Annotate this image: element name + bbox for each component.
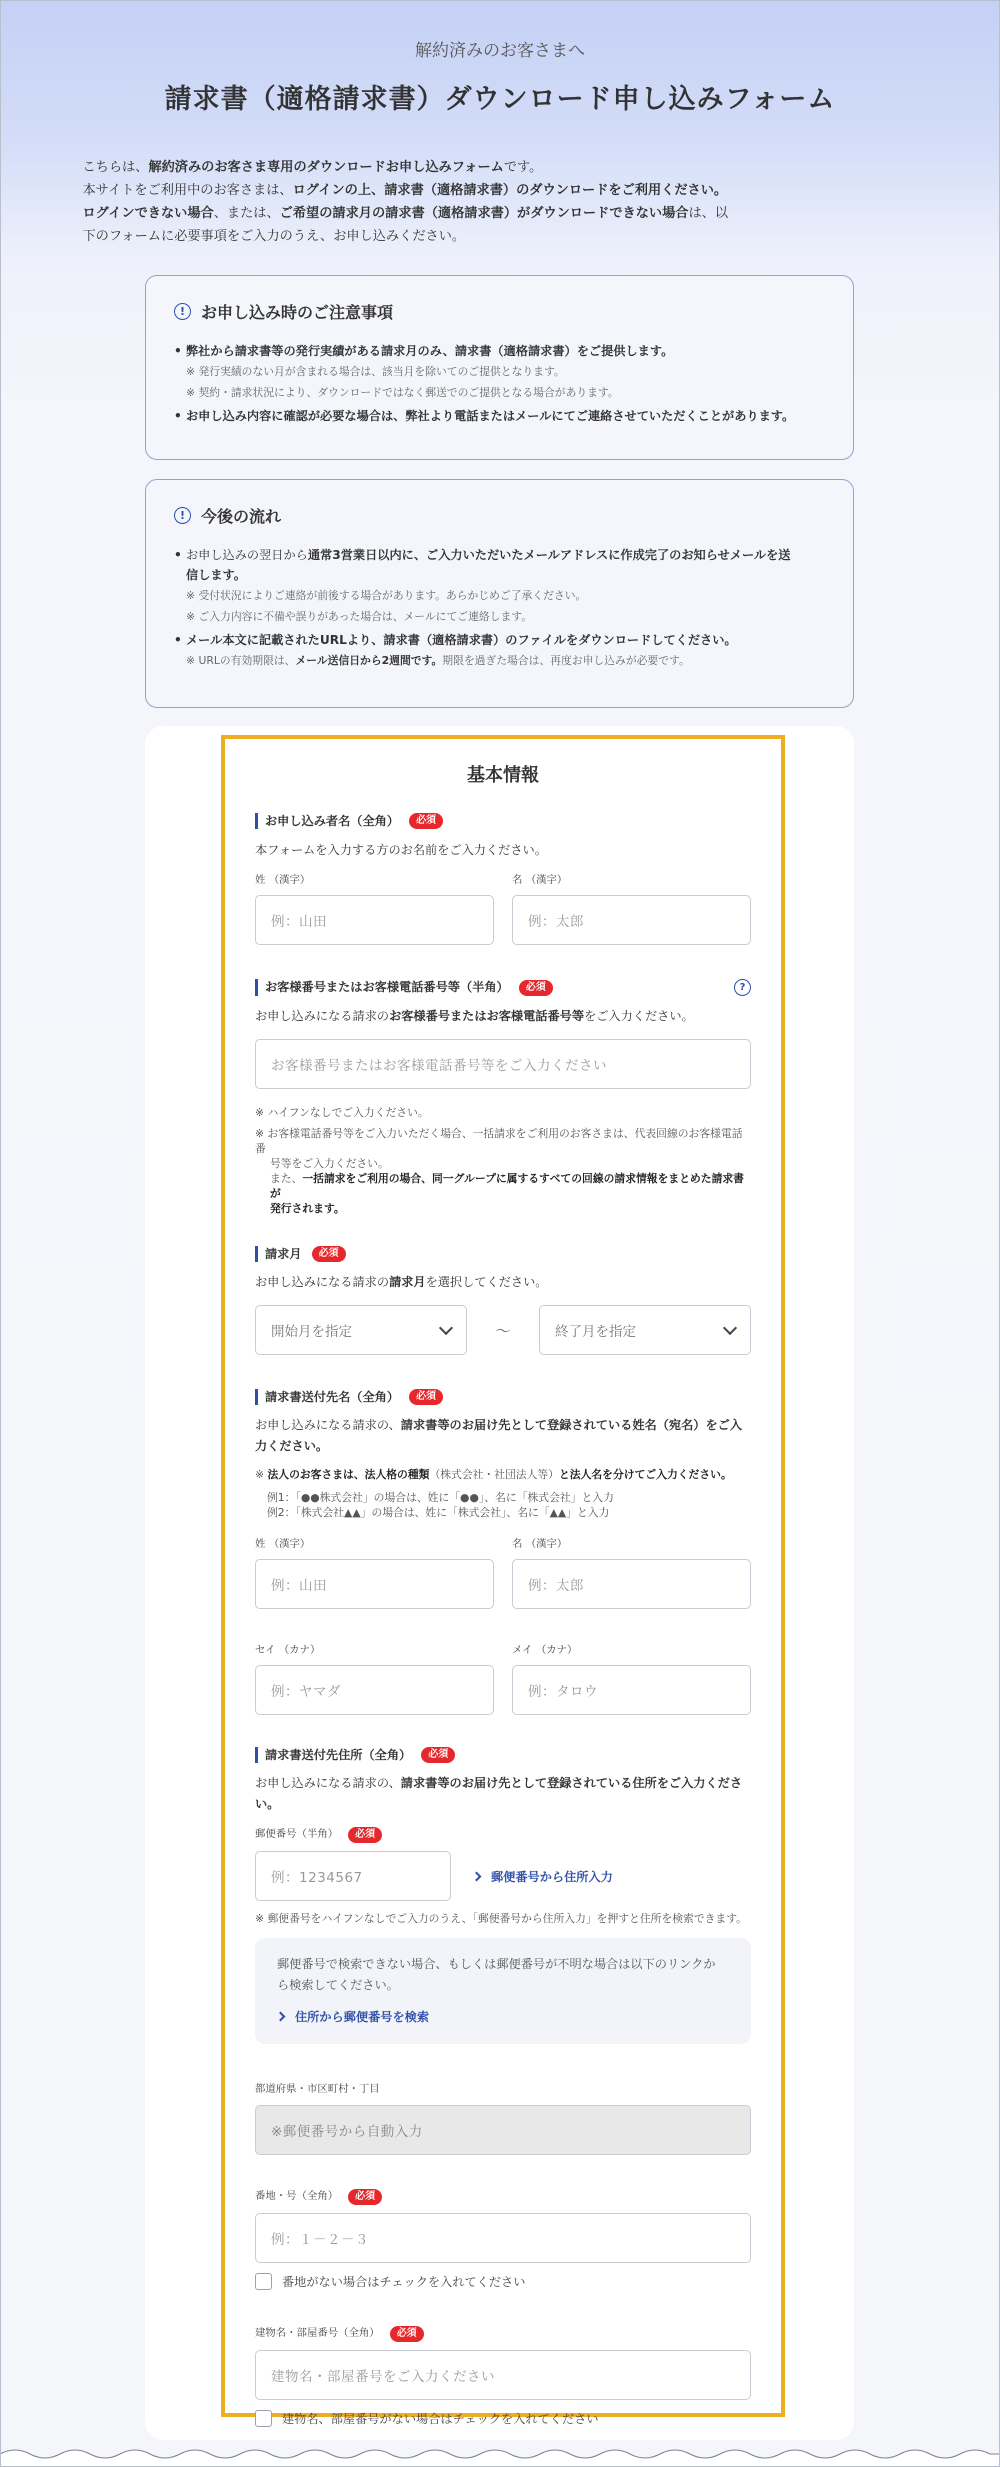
billing-month-label: 請求月 必須 xyxy=(255,1246,751,1262)
notice-precautions xyxy=(145,275,854,460)
notice-bullet: • お申し込みの翌日から通常3営業日以内に、ご入力いただいたメールアドレスに作成完了のお知らせメールを送 信します。 xyxy=(174,545,825,585)
required-badge: 必須 xyxy=(409,1389,443,1405)
range-separator: 〜 xyxy=(495,1321,511,1340)
corporate-note: ※ 法人のお客さまは、法人格の種類（株式会社・社団法人等）と法人名を分けてご入力ください。 xyxy=(255,1468,732,1481)
applicant-mei-input[interactable]: 例：太郎 xyxy=(512,895,751,945)
basic-info-form xyxy=(221,735,785,2426)
mei-kana-label: メイ （カナ） xyxy=(512,1644,578,1656)
sei-kana-label: セイ （カナ） xyxy=(255,1644,321,1656)
bottom-wave-divider xyxy=(0,2440,1000,2467)
notice-note: ※ 契約・請求状況により、ダウンロードではなく郵送でのご提供となる場合があります。 xyxy=(186,386,619,399)
customer-number-input[interactable]: お客様番号またはお客様電話番号等をご入力ください xyxy=(255,1039,751,1089)
sei-label: 姓 （漢字） xyxy=(255,1538,311,1550)
building-input[interactable]: 建物名・部屋番号をご入力ください xyxy=(255,2350,751,2400)
dest-sei-input[interactable]: 例：山田 xyxy=(255,1559,494,1609)
destination-name-label: 請求書送付先名（全角） 必須 xyxy=(255,1389,751,1405)
chevron-down-icon xyxy=(439,1320,453,1334)
required-badge: 必須 xyxy=(421,1747,455,1763)
page-eyebrow: 解約済みのお客さまへ xyxy=(415,41,585,61)
notice-note: ※ URLの有効期限は、メール送信日から2週間です。期限を過ぎた場合は、再度お申し込みが必要です。 xyxy=(186,654,690,667)
applicant-sei-input[interactable]: 例：山田 xyxy=(255,895,494,945)
address-to-zip-link[interactable]: 住所から郵便番号を検索 xyxy=(277,2008,729,2025)
notice-title: 今後の流れ xyxy=(201,507,282,526)
customer-number-help: お申し込みになる請求のお客様番号またはお客様電話番号等をご入力ください。 xyxy=(255,1009,694,1023)
start-month-select[interactable]: 開始月を指定 xyxy=(255,1305,467,1355)
notice-note: ※ 受付状況によりご連絡が前後する場合があります。あらかじめご了承ください。 xyxy=(186,589,587,602)
customer-number-note: ※ お客様電話番号等をご入力いただく場合、一括請求をご利用のお客さまは、代表回線のお客様電話番 号等をご入力ください。 また、一括請求をご利用の場合、同一グループに属するすべての回線の請求情報をまとめた請求書が 発行されます。 xyxy=(255,1127,744,1215)
required-badge: 必須 xyxy=(312,1246,346,1262)
mei-label: 名 （漢字） xyxy=(512,874,568,886)
required-badge: 必須 xyxy=(409,813,443,829)
notice-bullet: • お申し込み内容に確認が必要な場合は、弊社より電話またはメールにてご連絡させていただくことがあります。 xyxy=(174,406,825,426)
hero xyxy=(0,0,1000,116)
no-banchi-checkbox-row[interactable]: 番地がない場合はチェックを入れてください xyxy=(255,2273,751,2290)
notice-bullet: • メール本文に記載されたURLより、請求書（適格請求書）のファイルをダウンロードしてください。 xyxy=(174,630,825,650)
page-title: 請求書（適格請求書）ダウンロード申し込みフォーム xyxy=(164,84,836,115)
notice-note: ※ ご入力内容に不備や誤りがあった場合は、メールにてご連絡します。 xyxy=(186,610,532,623)
applicant-help: 本フォームを入力する方のお名前をご入力ください。 xyxy=(255,843,547,857)
zip-label: 郵便番号（半角） 必須 xyxy=(255,1825,751,1843)
no-building-checkbox-row[interactable]: 建物名、部屋番号がない場合はチェックを入れてください xyxy=(255,2410,751,2427)
destination-name-help: お申し込みになる請求の、請求書等のお届け先として登録されている姓名（宛名）をご入 力ください。 xyxy=(255,1418,743,1453)
required-badge: 必須 xyxy=(390,2326,424,2342)
required-badge: 必須 xyxy=(348,1827,382,1843)
banchi-input[interactable]: 例：１－２－３ xyxy=(255,2213,751,2263)
no-banchi-checkbox[interactable] xyxy=(255,2273,272,2290)
zip-lookup-link[interactable]: 郵便番号から住所入力 xyxy=(473,1868,613,1885)
info-icon: ! xyxy=(174,303,191,320)
prefecture-input: ※郵便番号から自動入力 xyxy=(255,2105,751,2155)
notice-title: お申し込み時のご注意事項 xyxy=(201,303,394,322)
customer-number-label: お客様番号またはお客様電話番号等（半角） 必須 ? xyxy=(255,979,751,996)
end-month-select[interactable]: 終了月を指定 xyxy=(539,1305,751,1355)
billing-month-help: お申し込みになる請求の請求月を選択してください。 xyxy=(255,1275,548,1289)
notice-note: ※ 発行実績のない月が含まれる場合は、該当月を除いてのご提供となります。 xyxy=(186,365,565,378)
dest-mei-input[interactable]: 例：太郎 xyxy=(512,1559,751,1609)
zip-search-help-text: 郵便番号で検索できない場合、もしくは郵便番号が不明な場合は以下のリンクか ら検索してください。 xyxy=(277,1957,716,1992)
required-badge: 必須 xyxy=(348,2189,382,2205)
destination-address-label: 請求書送付先住所（全角） 必須 xyxy=(255,1747,751,1763)
zip-input[interactable]: 例：1234567 xyxy=(255,1851,451,1901)
applicant-name-label: お申し込み者名（全角） 必須 xyxy=(255,813,751,829)
help-question-icon[interactable]: ? xyxy=(734,979,751,996)
notice-bullet: • 弊社から請求書等の発行実績がある請求月のみ、請求書（適格請求書）をご提供します。 xyxy=(174,341,825,361)
dest-mei-kana-input[interactable]: 例：タロウ xyxy=(512,1665,751,1715)
example-2: 例2：「株式会社▲▲」の場合は、姓に「株式会社」、名に「▲▲」と入力 xyxy=(267,1506,610,1519)
zip-note: ※ 郵便番号をハイフンなしでご入力のうえ、「郵便番号から住所入力」を押すと住所を検索できます。 xyxy=(255,1912,747,1925)
required-badge: 必須 xyxy=(519,980,553,996)
example-1: 例1：「●●株式会社」の場合は、姓に「●●」、名に「株式会社」と入力 xyxy=(267,1491,614,1504)
form-title: 基本情報 xyxy=(467,765,539,786)
chevron-down-icon xyxy=(723,1320,737,1334)
no-building-checkbox[interactable] xyxy=(255,2410,272,2427)
chevron-right-icon xyxy=(472,1871,482,1881)
banchi-label: 番地・号（全角） 必須 xyxy=(255,2187,751,2205)
customer-number-note: ※ ハイフンなしでご入力ください。 xyxy=(255,1106,429,1119)
notice-next-steps xyxy=(145,479,854,708)
chevron-right-icon xyxy=(276,2012,286,2022)
zip-search-help-box xyxy=(255,1938,751,2044)
destination-address-help: お申し込みになる請求の、請求書等のお届け先として登録されている住所をご入力くださ い。 xyxy=(255,1776,743,1811)
info-icon: ! xyxy=(174,507,191,524)
prefecture-label: 都道府県・市区町村・丁目 xyxy=(255,2083,380,2095)
mei-label: 名 （漢字） xyxy=(512,1538,568,1550)
intro-text: こちらは、解約済みのお客さま専用のダウンロードお申し込みフォームです。 本サイトをご利用中のお客さまは、ログインの上、請求書（適格請求書）のダウンロードをご利用ください。 ログインできない場合、または、ご希望の請求月の請求書（適格請求書）がダウンロードできない場合は、以 下のフォームに必要事項をご入力のうえ、お申し込みください。 xyxy=(82,160,729,244)
sei-label: 姓 （漢字） xyxy=(255,874,311,886)
building-label: 建物名・部屋番号（全角） 必須 xyxy=(255,2324,751,2342)
dest-sei-kana-input[interactable]: 例：ヤマダ xyxy=(255,1665,494,1715)
